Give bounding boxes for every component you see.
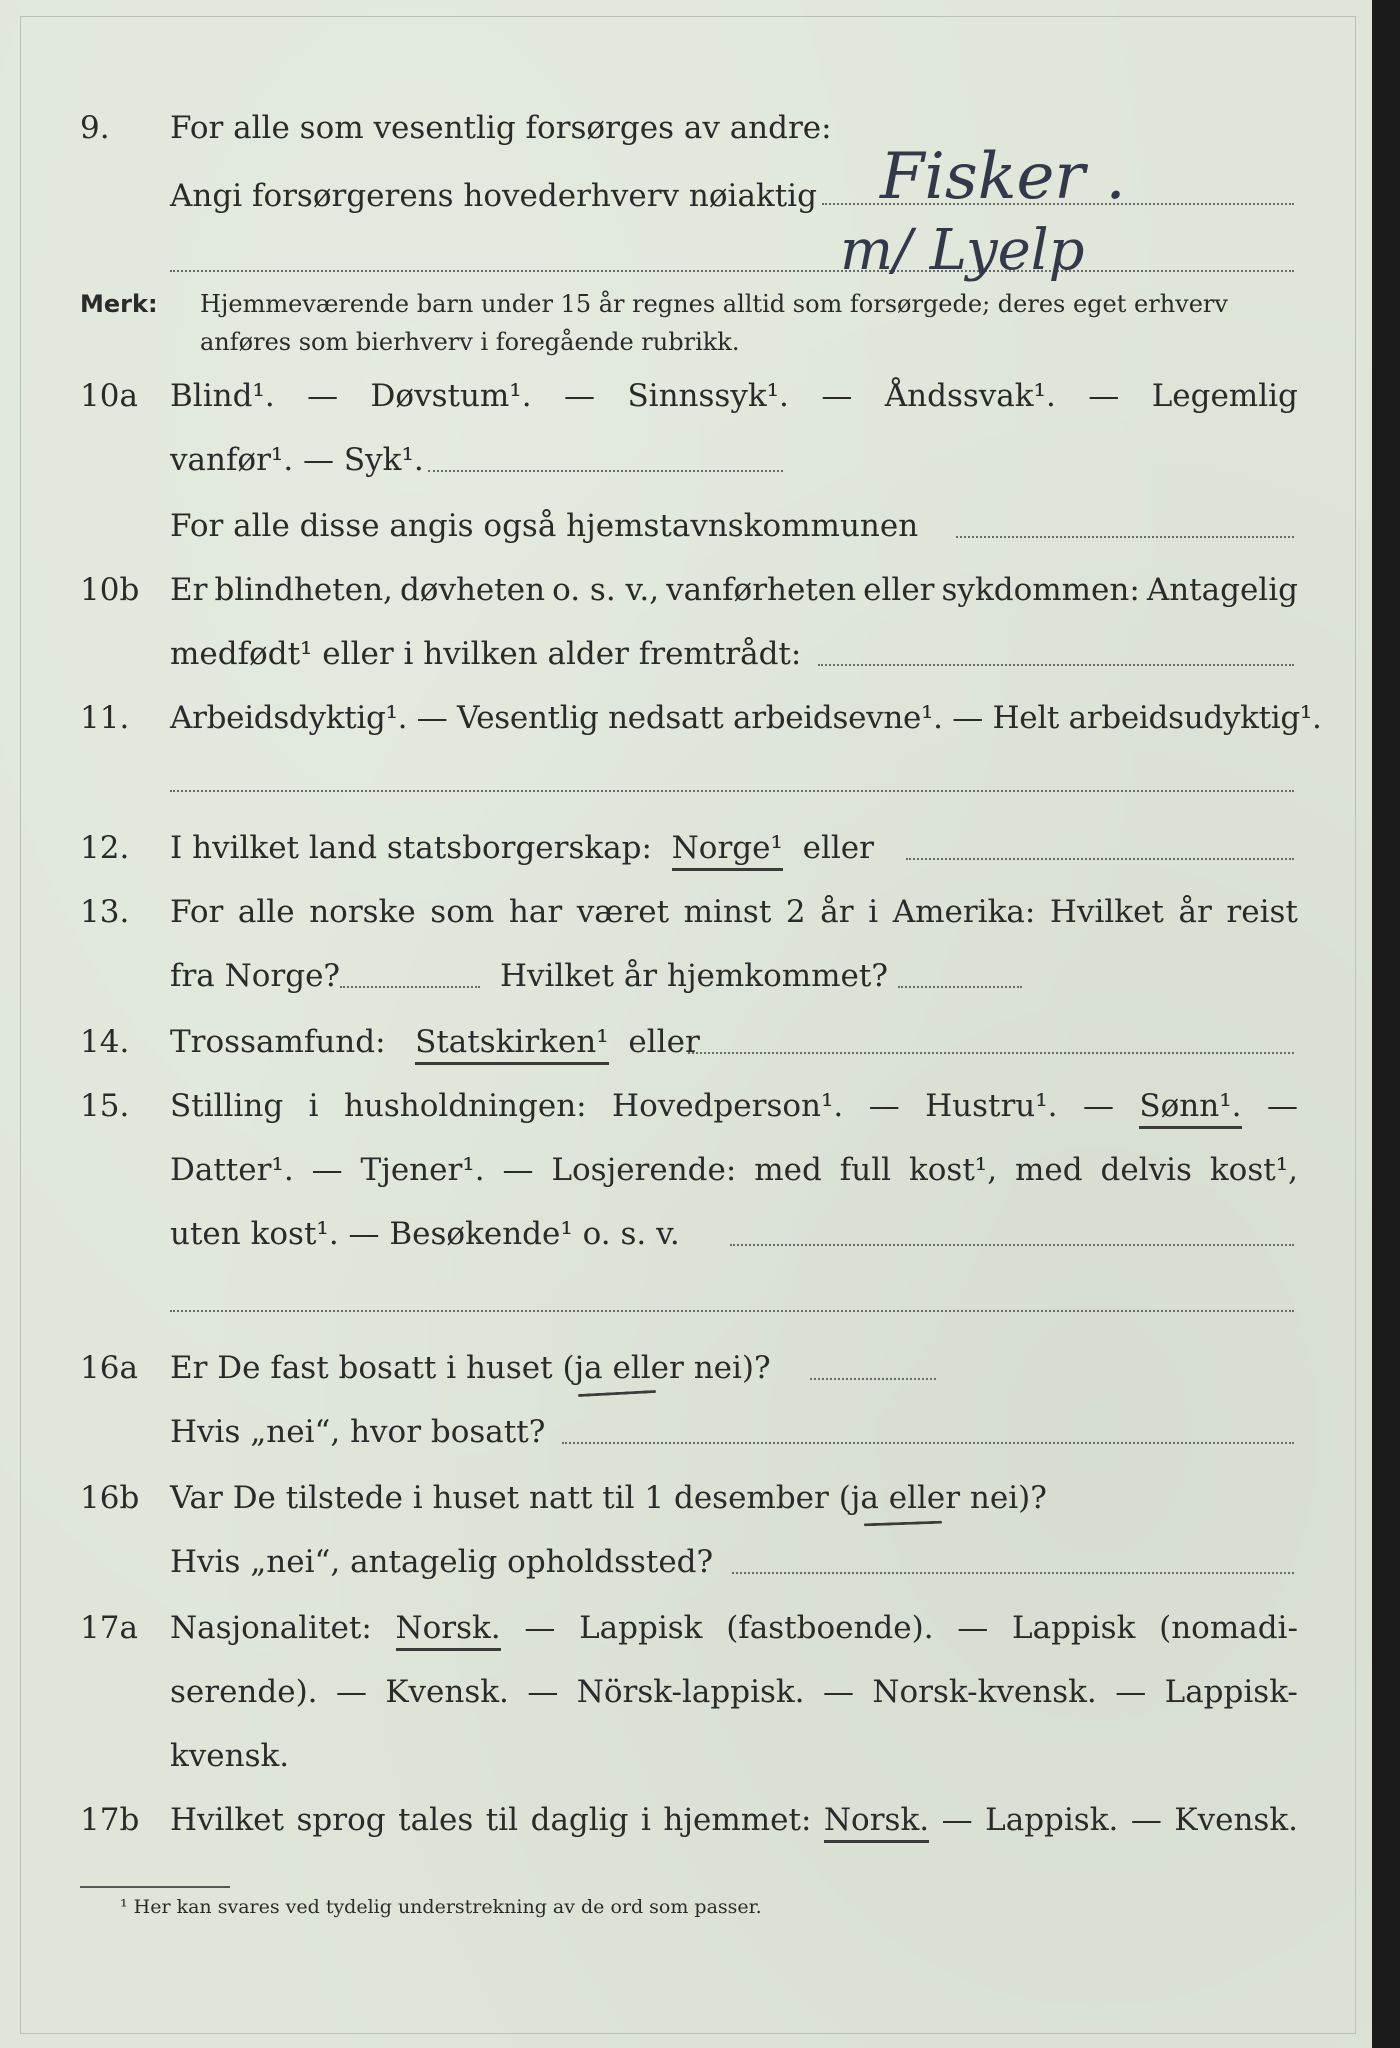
word: husholdningen: [343, 1088, 587, 1124]
q17b-line1 [170, 1802, 1298, 1843]
q14-line1 [170, 1024, 700, 1060]
q10a-number: 10a [80, 378, 138, 414]
word: Er [170, 572, 208, 608]
q16a-answer-line-2 [562, 1442, 1294, 1444]
q10b-line2: medfødt¹ eller i hvilken alder fremtrådt: [170, 636, 802, 672]
footnote: ¹ Her kan svares ved tydelig understrekning av de ord som passer. [120, 1896, 762, 1918]
q10b-answer-line [818, 664, 1294, 666]
word: (nomadi- [1159, 1610, 1298, 1646]
word: Losjerende: [551, 1152, 737, 1188]
q12-number: 12. [80, 830, 130, 866]
word: kost¹, [1209, 1152, 1298, 1188]
word: blindheten, [214, 572, 393, 608]
word: alle [237, 894, 295, 930]
q10a-answer-line-2 [956, 536, 1294, 538]
word: reist [1226, 894, 1298, 930]
word: — [822, 1674, 854, 1710]
q13-line2a: fra Norge? [170, 958, 341, 994]
q15-line2 [170, 1152, 1298, 1188]
q17b-norsk-underlined: Norsk. [824, 1802, 929, 1843]
q9-line1: For alle som vesentlig forsørges av andre: [170, 110, 832, 146]
q10a-line1 [170, 378, 1298, 414]
q10b-line1 [170, 572, 1298, 608]
q10a-line3: For alle disse angis også hjemstavnskommunen [170, 508, 919, 544]
q9-line2: Angi forsørgerens hovederhverv nøiaktig [170, 178, 817, 214]
q14-number: 14. [80, 1024, 130, 1060]
word: norske [309, 894, 416, 930]
word: Tjener¹. [360, 1152, 485, 1188]
merk-line2: anføres som bierhverv i foregående rubrikk. [200, 328, 740, 356]
q17b-number: 17b [80, 1802, 140, 1838]
footnote-rule [80, 1886, 230, 1888]
word: — [868, 1088, 900, 1124]
q13-answer-line-hjemkommet [898, 986, 1022, 988]
word: — [527, 1674, 559, 1710]
q15-number: 15. [80, 1088, 130, 1124]
q14-eller: eller [628, 1024, 700, 1060]
word: — [1088, 378, 1120, 414]
word: — [1130, 1802, 1162, 1838]
word: Datter¹. [170, 1152, 294, 1188]
word: o. s. v., [552, 572, 660, 608]
q17a-number: 17a [80, 1610, 138, 1646]
word: været [576, 894, 670, 930]
word: For [170, 894, 224, 930]
q9-handwritten-answer-2: m/ Lyelp [840, 218, 1085, 283]
q16a-line2: Hvis „nei“, hvor bosatt? [170, 1414, 546, 1450]
word: Kvensk. [385, 1674, 509, 1710]
word: — [335, 1674, 367, 1710]
q11-answer-line [170, 790, 1294, 792]
q15-line1 [170, 1088, 1298, 1129]
word: — [564, 378, 596, 414]
word: med [1015, 1152, 1083, 1188]
q13-number: 13. [80, 894, 130, 930]
word: minst [683, 894, 772, 930]
q15-answer-line-2 [170, 1310, 1294, 1312]
q13-answer-line-reist [340, 986, 480, 988]
word: har [508, 894, 563, 930]
word: — [1082, 1088, 1114, 1124]
q17a-norsk-underlined: Norsk. [396, 1610, 501, 1651]
word: Kvensk. [1174, 1802, 1298, 1838]
word: Legemlig [1151, 378, 1298, 414]
word: i [868, 894, 879, 930]
word: Lappisk [579, 1610, 703, 1646]
word: 2 [785, 894, 806, 930]
q16a-number: 16a [80, 1350, 138, 1386]
word: døvheten [399, 572, 546, 608]
q9-number: 9. [80, 110, 110, 146]
q16b-number: 16b [80, 1480, 140, 1516]
word: Hvilket [170, 1802, 284, 1838]
word: Antagelig [1146, 572, 1298, 608]
word: Døvstum¹. [370, 378, 532, 414]
q16a-line1: Er De fast bosatt i huset (ja eller nei)? [170, 1350, 771, 1386]
q15-sonn-underlined: Sønn¹. [1139, 1088, 1241, 1129]
word: — [941, 1802, 973, 1838]
word: — [502, 1152, 534, 1188]
q11-number: 11. [80, 700, 130, 736]
word: Stilling [170, 1088, 284, 1124]
word: Hvilket [1049, 894, 1164, 930]
word: til [485, 1802, 519, 1838]
word: Hustru¹. [925, 1088, 1058, 1124]
word: tales [398, 1802, 474, 1838]
q10a-line2: vanfør¹. — Syk¹. [170, 442, 424, 478]
word: Amerika: [892, 894, 1036, 930]
word: Blind¹. [170, 378, 275, 414]
word: sprog [296, 1802, 386, 1838]
q16a-answer-line [810, 1378, 936, 1380]
word: Lappisk [1012, 1610, 1136, 1646]
word: (fastboende). [726, 1610, 934, 1646]
q12-eller: eller [802, 830, 874, 866]
q16b-line2: Hvis „nei“, antagelig opholdssted? [170, 1544, 714, 1580]
word: daglig [530, 1802, 629, 1838]
word: — [957, 1610, 989, 1646]
q9-handwritten-answer: Fisker . [880, 140, 1126, 214]
word: — [1115, 1674, 1147, 1710]
word: Norsk-kvensk. [872, 1674, 1097, 1710]
word: år [820, 894, 854, 930]
word: som [430, 894, 495, 930]
word: i [640, 1802, 651, 1838]
word: med [754, 1152, 822, 1188]
q13-line2b: Hvilket år hjemkommet? [500, 958, 888, 994]
word: Nörsk-lappisk. [576, 1674, 805, 1710]
q13-line1 [170, 894, 1298, 930]
word: — [307, 378, 339, 414]
q10a-answer-line [428, 470, 783, 472]
word: full [839, 1152, 892, 1188]
word: hjemmet: [663, 1802, 812, 1838]
q17a-line1 [170, 1610, 1298, 1651]
word: — [821, 378, 853, 414]
q12-line1 [170, 830, 874, 866]
word: kost¹, [908, 1152, 998, 1188]
q14-question: Trossamfund: [170, 1024, 386, 1060]
q14-answer-line [688, 1052, 1294, 1054]
q11-line1: Arbeidsdyktig¹. — Vesentlig nedsatt arbeidsevne¹. — Helt arbeidsudyktig¹. [170, 700, 1322, 736]
q12-answer-line [906, 858, 1294, 860]
word: Hovedperson¹. [612, 1088, 844, 1124]
q16b-answer-line [732, 1572, 1294, 1574]
q12-question: I hvilket land statsborgerskap: [170, 830, 652, 866]
word: Lappisk- [1164, 1674, 1298, 1710]
q14-statskirken-underlined: Statskirken¹ [415, 1024, 609, 1065]
q15-answer-line [730, 1244, 1294, 1246]
q17a-line2 [170, 1674, 1298, 1710]
word: Åndssvak¹. [884, 378, 1056, 414]
word: Sinnssyk¹. [627, 378, 789, 414]
word: eller [863, 572, 935, 608]
word: i [308, 1088, 319, 1124]
word: delvis [1100, 1152, 1192, 1188]
q12-norge-underlined: Norge¹ [672, 830, 783, 871]
word: år [1178, 894, 1212, 930]
merk-line1: Hjemmeværende barn under 15 år regnes alltid som forsørgede; deres eget erhverv [200, 290, 1228, 318]
word: sykdommen: [941, 572, 1140, 608]
word: vanførheten [666, 572, 857, 608]
merk-label: Merk: [80, 290, 158, 318]
q15-line3: uten kost¹. — Besøkende¹ o. s. v. [170, 1216, 680, 1252]
word: — [1266, 1088, 1298, 1124]
word: Lappisk. [985, 1802, 1119, 1838]
word: Nasjonalitet: [170, 1610, 372, 1646]
word: — [524, 1610, 556, 1646]
word: — [311, 1152, 343, 1188]
q17a-line3: kvensk. [170, 1738, 290, 1774]
q10b-number: 10b [80, 572, 140, 608]
q16b-line1: Var De tilstede i huset natt til 1 desember (ja eller nei)? [170, 1480, 1047, 1516]
q9-answer-line-2 [170, 270, 1294, 272]
word: serende). [170, 1674, 318, 1710]
